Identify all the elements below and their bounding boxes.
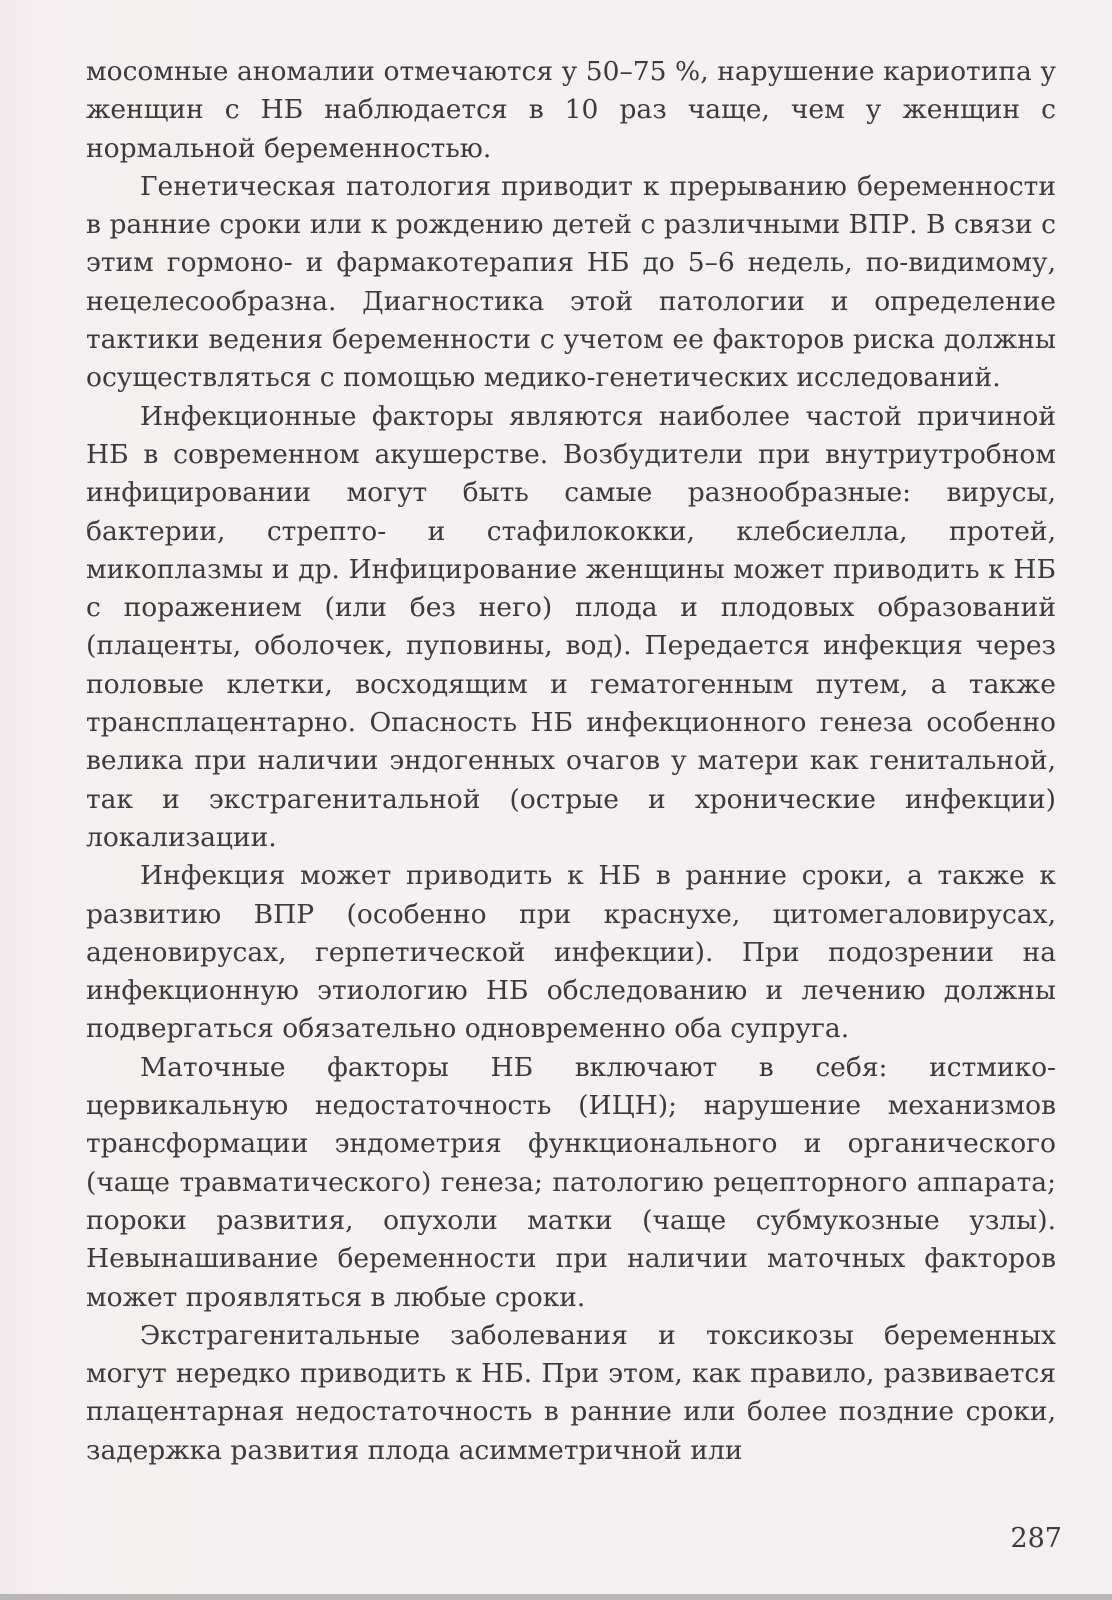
page-text [86, 53, 1056, 1470]
paragraph-6: Экстрагенитальные заболевания и токсикозы беременных могут нередко приводить к НБ. При этом, как правило, развивается плацентарная недостаточность в ранние или более поздние сроки, задержка развития плода асимметричной или [86, 1319, 1056, 1466]
paragraph-2: Генетическая патология приводит к прерыванию беременности в ранние сроки или к рождению детей с различными ВПР. В связи с этим гормоно- и фармакотерапия НБ до 5–6 недель, по-видимому, нецелесообразна. Диагностика этой патологии и определение тактики ведения беременности с учетом ее факторов риска должны осуществляться с помощью медико-генетических исследований. [86, 170, 1056, 394]
page-number: 287 [1010, 1523, 1062, 1554]
paragraph-4: Инфекция может приводить к НБ в ранние сроки, а также к развитию ВПР (особенно при краснухе, цитомегаловирусах, аденовирусах, герпетической инфекции). При подозрении на инфекционную этиологию НБ обследованию и лечению должны подвергаться обязательно одновременно оба супруга. [86, 860, 1056, 1045]
paragraph-3: Инфекционные факторы являются наиболее частой причиной НБ в современном акушерстве. Возбудители при внутриутробном инфицировании могут быть самые разнообразные: вирусы, бактерии, стрепто- и стафилококки, клебсиелла, протей, микоплазмы и др. Инфицирование женщины может приводить к НБ с поражением (или без него) плода и плодовых образований (плаценты, оболочек, пуповины, вод). Передается инфекция через половые клетки, восходящим и гематогенным путем, а также трансплацентарно. Опасность НБ инфекционного генеза особенно велика при наличии эндогенных очагов у матери как генитальной, так и экстрагенитальной (острые и хронические инфекции) локализации. [86, 400, 1056, 853]
page-bottom-edge [0, 1594, 1112, 1600]
paragraph-5: Маточные факторы НБ включают в себя: истмико-цервикальную недостаточность (ИЦН); нарушение механизмов трансформации эндометрия функционального и органического (чаще травматического) генеза; патологию рецепторного аппарата; пороки развития, опухоли матки (чаще субмукозные узлы). Невынашивание беременности при наличии маточных факторов может проявляться в любые сроки. [86, 1051, 1056, 1313]
paragraph-1: мосомные аномалии отмечаются у 50–75 %, нарушение кариотипа у женщин с НБ наблюдается в 10 раз чаще, чем у женщин с нормальной беременностью. [86, 56, 1056, 164]
